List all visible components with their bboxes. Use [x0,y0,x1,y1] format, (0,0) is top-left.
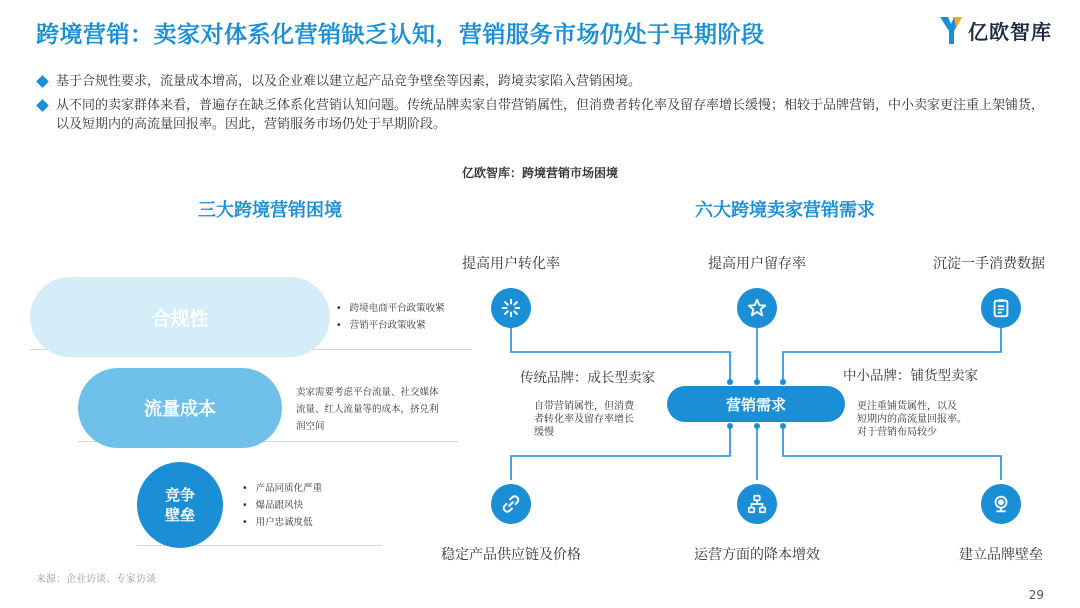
diamond-bullet-icon [36,99,49,112]
desc-line: 缓慢 [534,427,554,438]
note-item: • 跨境电商平台政策收紧 [336,300,445,317]
dilemma-competitive-barrier [137,462,223,548]
figure-caption: 亿欧智库：跨境营销市场困境 [461,166,618,180]
dilemma-label: 流量成本 [144,399,216,420]
seller-group-head: 中小品牌：铺货型卖家 [843,368,978,384]
dilemma-notes [242,480,322,531]
need-label: 提高用户转化率 [462,256,560,272]
dilemma-notes [296,384,446,435]
note-item: • 营销平台政策收紧 [336,317,445,334]
desc-line: 短期内的高流量回报率。 [857,414,967,425]
need-icon-circle [981,484,1021,524]
dilemma-traffic-cost [78,368,282,448]
seller-group-desc [534,400,634,439]
page-number: 29 [1028,588,1044,602]
note-item: 卖家需要考虑平台流量、社交媒体流量、红人流量等的成本，挤兑利润空间 [296,387,439,432]
dilemma-label-line: 壁垒 [164,506,195,524]
note-item: • 爆品跟风快 [242,497,322,514]
need-icon-circle [981,288,1021,328]
dilemma-label: 合规性 [151,307,209,330]
source-note: 来源：企业访谈、专家访谈 [36,574,156,585]
link-icon [500,493,522,515]
bullet-item [36,96,1046,134]
need-label: 沉淀一手消费数据 [933,256,1045,272]
need-icon-circle [491,484,531,524]
note-item: • 用户忠诚度低 [242,514,322,531]
left-section-heading: 三大跨境营销困境 [198,200,342,221]
need-label: 运营方面的降本增效 [694,547,820,563]
page-title: 跨境营销：卖家对体系化营销缺乏认知，营销服务市场仍处于早期阶段 [36,22,765,48]
bullet-text: 从不同的卖家群体来看，普遍存在缺乏体系化营销认知问题。传统品牌卖家自带营销属性，但消费者转化率及留存率增长缓慢；相较于品牌营销，中小卖家更注重上架铺货，以及短期内的高流量回报率。因此，营销服务市场仍处于早期阶段。 [56,98,1045,132]
webcam-icon [990,493,1012,515]
logo-text: 亿欧智库 [968,19,1052,44]
diamond-bullet-icon [36,75,49,88]
desc-line: 更注重铺货属性，以及 [857,401,957,412]
note-item: • 产品同质化严重 [242,480,322,497]
dilemma-compliance [30,277,330,357]
desc-line: 对于营销布局较少 [857,427,937,438]
brand-logo [938,14,1052,46]
seller-group-head: 传统品牌：成长型卖家 [520,370,655,386]
yiou-logo-icon [938,14,964,46]
bullet-item [36,72,1046,91]
need-icon-circle [491,288,531,328]
bullet-text: 基于合规性要求，流量成本增高，以及企业难以建立起产品竞争壁垒等因素，跨境卖家陷入营销困境。 [56,74,642,89]
need-icon-circle [737,484,777,524]
need-label: 建立品牌壁垒 [959,547,1043,563]
desc-line: 者转化率及留存率增长 [534,414,634,425]
dilemma-notes [336,300,445,334]
star-icon [746,297,768,319]
seller-group-desc [857,400,967,439]
loading-spinner-icon [500,297,522,319]
clipboard-icon [990,297,1012,319]
desc-line: 自带营销属性，但消费 [534,401,634,412]
marketing-needs-hub: 营销需求 [667,386,845,422]
need-icon-circle [737,288,777,328]
intro-bullets [36,72,1046,139]
need-label: 提高用户留存率 [708,256,806,272]
need-label: 稳定产品供应链及价格 [441,547,581,563]
org-chart-icon [746,493,768,515]
right-section-heading: 六大跨境卖家营销需求 [695,200,875,221]
dilemma-label-line: 竞争 [164,486,195,504]
